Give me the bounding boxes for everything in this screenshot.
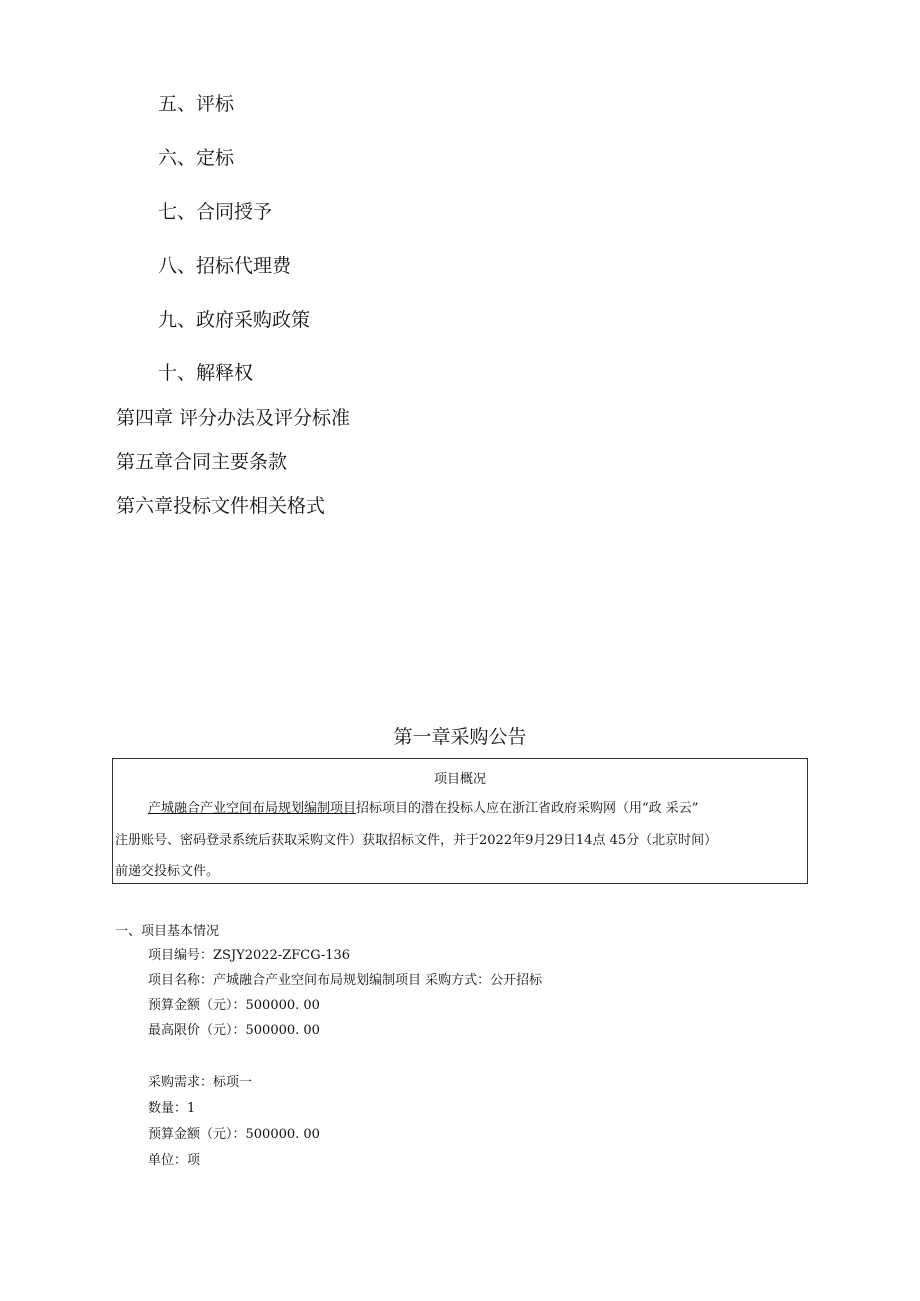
toc-section-8: 八、招标代理费 [158, 255, 292, 277]
overview-line-3: 前递交投标文件。 [115, 864, 220, 879]
toc-chapter-6: 第六章投标文件相关格式 [116, 495, 326, 517]
toc-chapter-4: 第四章 评分办法及评分标准 [116, 407, 351, 429]
project-name-link[interactable]: 产城融合产业空间布局规划编制项目 [148, 801, 357, 816]
project-name: 项目名称：产城融合产业空间布局规划编制项目 采购方式：公开招标 [148, 973, 543, 988]
overview-line-1-text: 招标项目的潜在投标人应在浙江省政府采购网（用“政 采云” [356, 801, 699, 816]
unit: 单位：项 [148, 1153, 201, 1168]
chapter-title: 第一章采购公告 [393, 726, 527, 748]
overview-line-2: 注册账号、密码登录系统后获取采购文件）获取招标文件，并于2022年9月29日14点 45分（北京时间） [115, 833, 718, 848]
overview-line-1 [115, 800, 805, 818]
toc-section-10: 十、解释权 [158, 362, 254, 384]
procurement-requirement: 采购需求：标项一 [148, 1075, 253, 1090]
item-budget-amount: 预算金额（元）：500000. 00 [148, 1127, 320, 1142]
project-overview-box [112, 758, 808, 884]
toc-section-6: 六、定标 [158, 147, 235, 169]
quantity: 数量：1 [148, 1101, 196, 1116]
overview-title: 项目概况 [433, 772, 486, 787]
max-price: 最高限价（元）：500000. 00 [148, 1023, 320, 1038]
toc-chapter-5: 第五章合同主要条款 [116, 451, 288, 473]
toc-section-7: 七、合同授予 [158, 201, 273, 223]
toc-section-5: 五、评标 [158, 93, 235, 115]
basic-info-heading: 一、项目基本情况 [115, 924, 220, 939]
toc-section-9: 九、政府采购政策 [158, 309, 311, 331]
project-number: 项目编号：ZSJY2022-ZFCG-136 [148, 948, 351, 963]
budget-amount: 预算金额（元）：500000. 00 [148, 998, 320, 1013]
